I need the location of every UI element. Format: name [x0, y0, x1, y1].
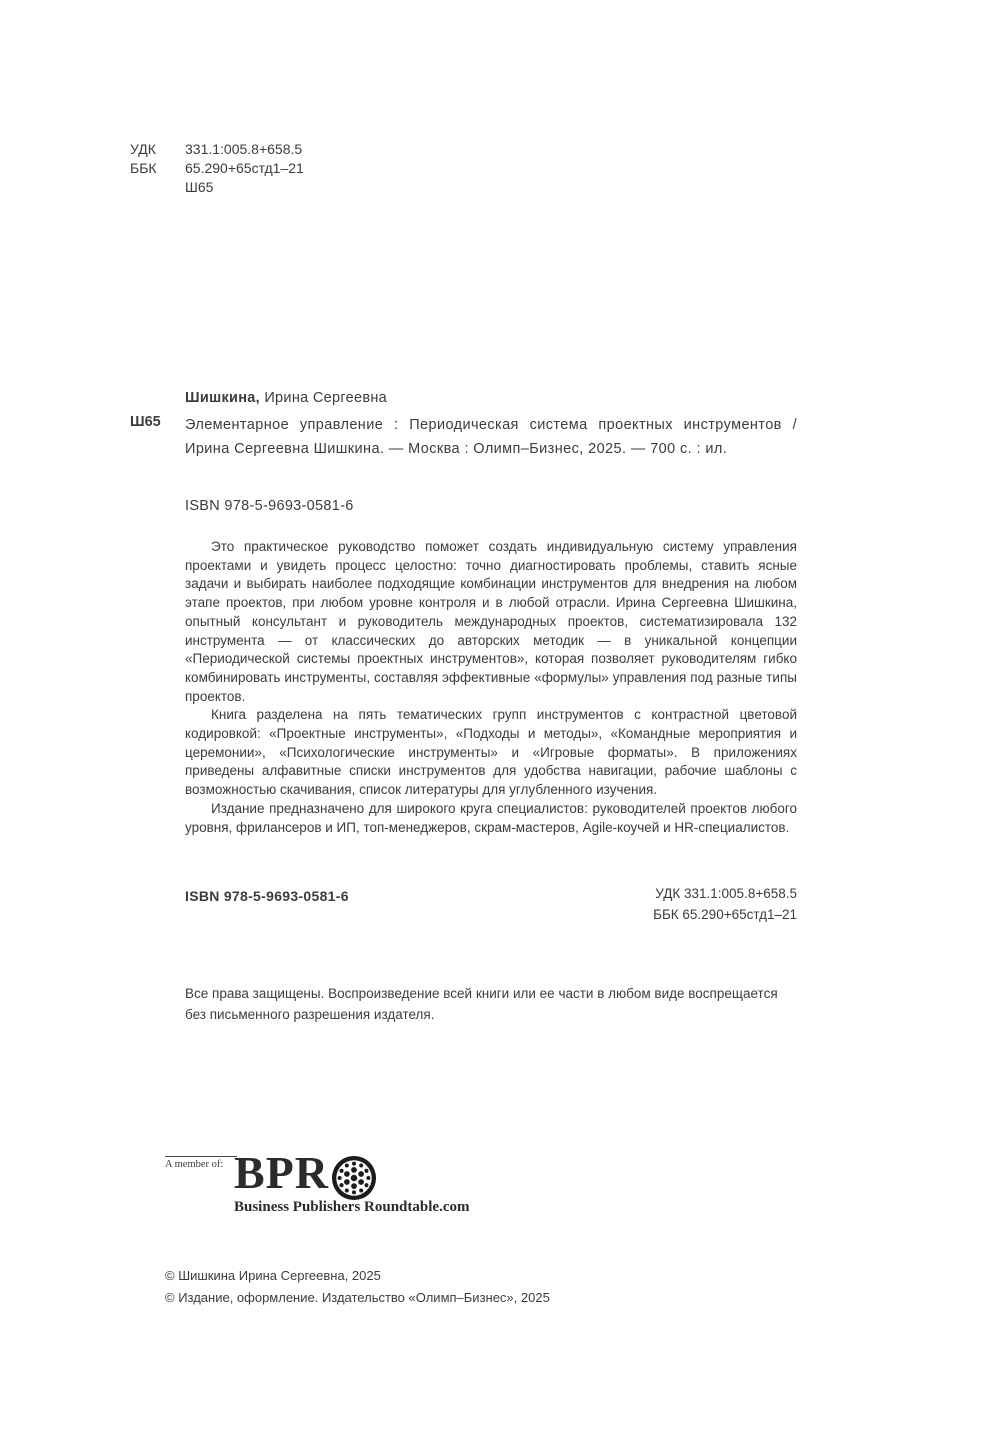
shelf-code: Ш65 — [185, 179, 214, 195]
shelf-code-row — [130, 178, 304, 197]
margin-shelf-code: Ш65 — [130, 414, 161, 430]
bibliographic-description: Элементарное управление : Периодическая система проектных инструментов / Ирина Сергеевна Шишкина. — Москва : Олимп–Бизнес, 2025. — 700 с. : ил. — [185, 417, 797, 457]
author-surname: Шишкина, — [185, 390, 260, 406]
cataloguing-codes-block — [130, 140, 304, 197]
bbk-row — [130, 159, 304, 178]
annotation-paragraph-1: Это практическое руководство поможет создать индивидуальную систему управления проектами и увидеть процесс целостно: точно диагностировать проблемы, ставить ясные задачи и выбирать наиболее подходящие комбинации инструментов для внедрения на любом этапе проектов, при любом уровне контроля и в любой отрасли. Ирина Сергеевна Шишкина, опытный консультант и руководитель международных проектов, систематизировала 132 инструмента — от классических до авторских методик — в уникальной концепции «Периодической системы проектных инструментов», которая позволяет руководителям гибко комбинировать инструменты, составляя эффективные «формулы» управления под разные типы проектов. — [185, 539, 797, 704]
imprint-codes-block — [653, 884, 797, 925]
udk-value: 331.1:005.8+658.5 — [185, 141, 303, 157]
bbk-value: 65.290+65стд1–21 — [185, 160, 304, 176]
annotation-block — [185, 538, 797, 837]
annotation-paragraph-2: Книга разделена на пять тематических групп инструментов с контрастной цветовой кодировкой: «Проектные инструменты», «Подходы и методы», «Командные мероприятия и церемонии», «Психологические инструменты» и «Игровые форматы». В приложениях приведены алфавитные списки инструментов для удобства навигации, рабочие шаблоны с возможностью скачивания, список литературы для углубленного изучения. — [185, 707, 797, 798]
bpr-caption: Business Publishers Roundtable.com — [234, 1199, 470, 1215]
imprint-udk: УДК 331.1:005.8+658.5 — [655, 886, 797, 901]
copyright-block — [165, 1265, 550, 1309]
rights-notice: Все права защищены. Воспроизведение всей книги или ее части в любом виде воспрещается без письменного разрешения издателя. — [185, 986, 778, 1022]
bbk-label: ББК — [130, 160, 157, 176]
udk-row — [130, 140, 304, 159]
member-of-label: A member of: — [165, 1156, 237, 1170]
copyright-author-line: © Шишкина Ирина Сергеевна, 2025 — [165, 1268, 381, 1283]
imprint-isbn: ISBN 978-5-9693-0581-6 — [185, 888, 349, 904]
shelf-code-spacer — [130, 178, 185, 197]
catalog-isbn: ISBN 978-5-9693-0581-6 — [185, 498, 354, 514]
bpr-rosette-icon — [331, 1155, 377, 1201]
copyright-publisher-line: © Издание, оформление. Издательство «Олимп–Бизнес», 2025 — [165, 1290, 550, 1305]
author-line — [185, 390, 387, 406]
bpr-logo-text: BPR — [234, 1147, 329, 1198]
imprint-bbk: ББК 65.290+65стд1–21 — [653, 906, 797, 922]
annotation-paragraph-3: Издание предназначено для широкого круга специалистов: руководителей проектов любого уровня, фрилансеров и ИП, топ-менеджеров, скрам-мастеров, Agile-коучей и HR-специалистов. — [185, 800, 797, 835]
author-name: Ирина Сергеевна — [260, 390, 387, 406]
udk-label: УДК — [130, 141, 156, 157]
